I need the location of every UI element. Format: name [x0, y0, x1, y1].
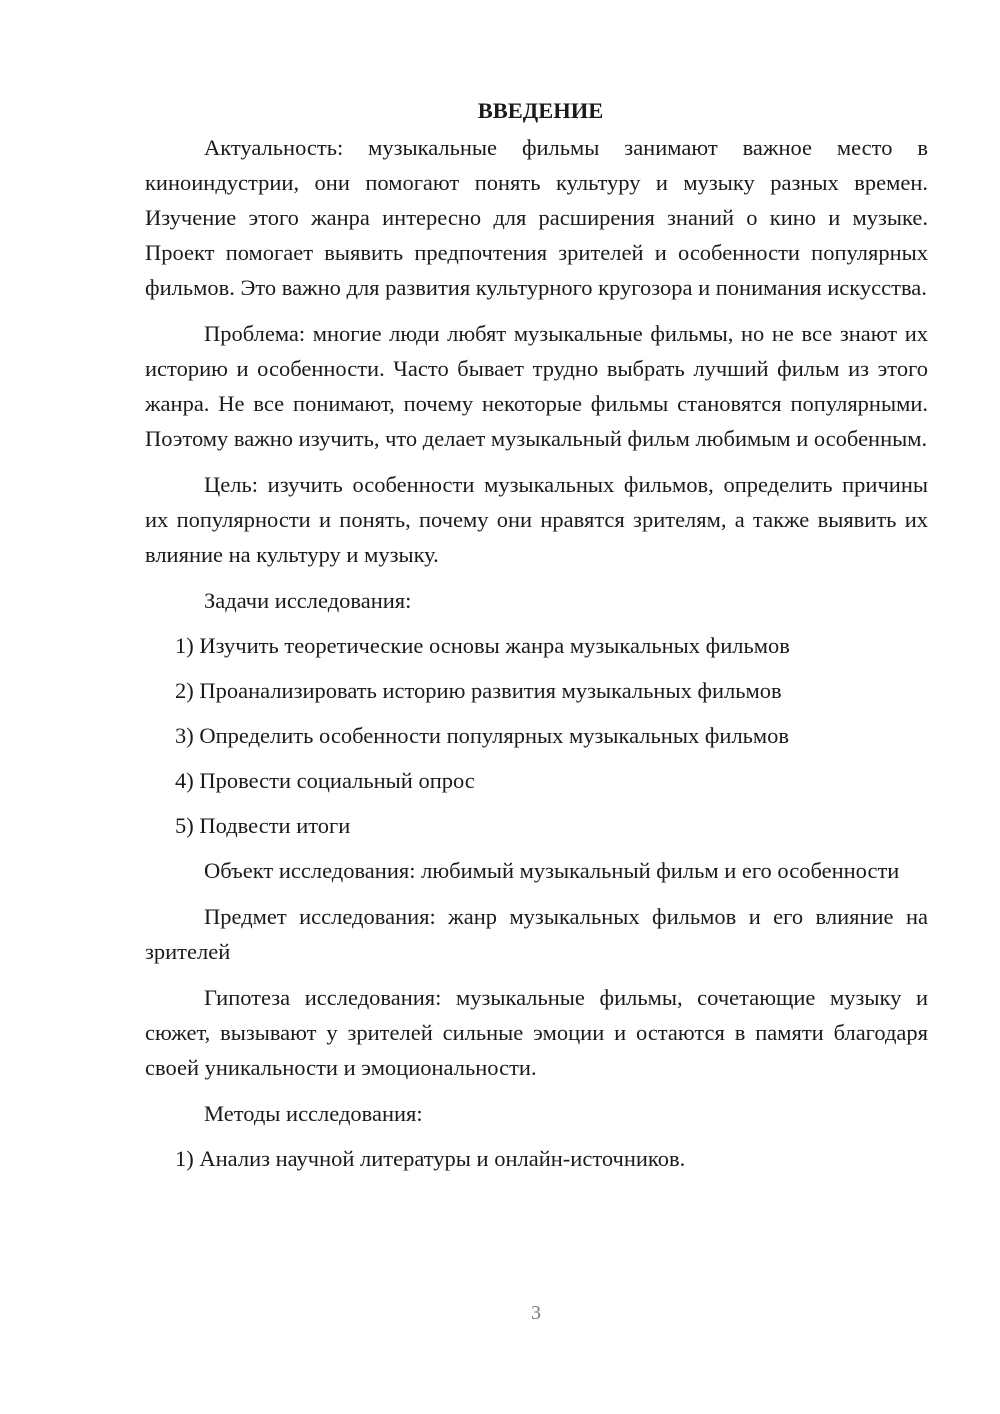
method-item-1: 1) Анализ научной литературы и онлайн-источников. — [175, 1146, 686, 1171]
problem-paragraph: Проблема: многие люди любят музыкальные фильмы, но не все знают их историю и особенности. Часто бывает трудно выбрать лучший фильм из этого жанра. Не все понимают, почему некоторые фильмы становятся популярными. Поэтому важно изучить, что делает музыкальный фильм любимым и особенным. — [145, 321, 928, 451]
subject-paragraph: Предмет исследования: жанр музыкальных фильмов и его влияние на зрителей — [145, 904, 928, 964]
methods-heading: Методы исследования: — [204, 1101, 423, 1126]
goal-paragraph: Цель: изучить особенности музыкальных фильмов, определить причины их популярности и понять, почему они нравятся зрителям, а также выявить их влияние на культуру и музыку. — [145, 472, 928, 567]
page-title: ВВЕДЕНИЕ — [477, 98, 604, 123]
object-paragraph: Объект исследования: любимый музыкальный фильм и его особенности — [204, 858, 900, 883]
task-item-2: 2) Проанализировать историю развития музыкальных фильмов — [175, 678, 782, 703]
hypothesis-paragraph: Гипотеза исследования: музыкальные фильмы, сочетающие музыку и сюжет, вызывают у зрителей сильные эмоции и остаются в памяти благодаря своей уникальности и эмоциональности. — [145, 985, 928, 1080]
page-number: 3 — [531, 1302, 541, 1324]
tasks-heading: Задачи исследования: — [204, 588, 412, 613]
task-item-4: 4) Провести социальный опрос — [175, 768, 475, 793]
task-item-1: 1) Изучить теоретические основы жанра музыкальных фильмов — [175, 633, 790, 658]
task-item-5: 5) Подвести итоги — [175, 813, 351, 838]
page-content — [145, 93, 928, 1186]
task-item-3: 3) Определить особенности популярных музыкальных фильмов — [175, 723, 790, 748]
relevance-paragraph: Актуальность: музыкальные фильмы занимают важное место в киноиндустрии, они помогают понять культуру и музыку разных времен. Изучение этого жанра интересно для расширения знаний о кино и музыке. Проект помогает выявить предпочтения зрителей и особенности популярных фильмов. Это важно для развития культурного кругозора и понимания искусства. — [145, 135, 928, 300]
